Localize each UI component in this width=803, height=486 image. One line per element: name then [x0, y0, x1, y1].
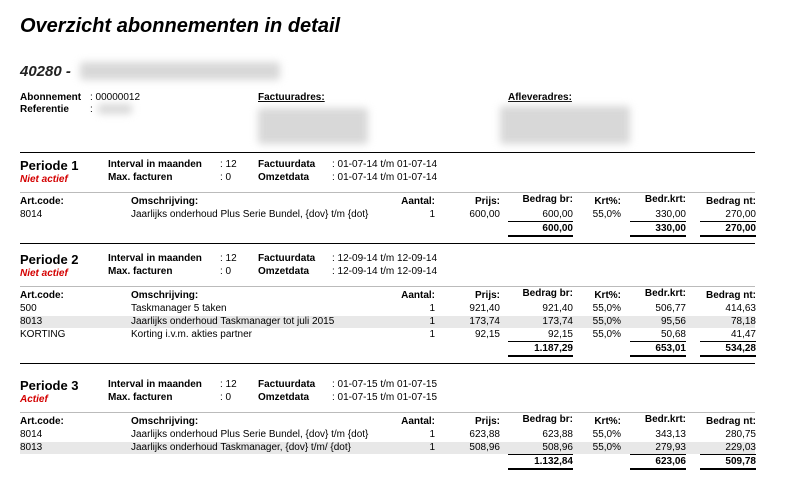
interval-value: : 12 [220, 159, 237, 170]
cell-bedr-krt: 50,68 [660, 329, 686, 340]
cell-prijs: 921,40 [469, 303, 500, 314]
cell-bedrag-nt: 280,75 [725, 429, 756, 440]
cell-bedrag-nt: 414,63 [725, 303, 756, 314]
col-bedrag-br: Bedrag br: [522, 194, 573, 205]
period-title: Periode 1 [20, 158, 79, 173]
total-rule [630, 355, 686, 357]
col-prijs: Prijs: [474, 290, 500, 301]
cell-artcode: KORTING [20, 329, 66, 340]
total-bedrag-nt: 270,00 [725, 223, 756, 234]
cell-aantal: 1 [429, 329, 435, 340]
subtotal-rule [630, 221, 686, 222]
col-artcode: Art.code: [20, 416, 64, 427]
subtotal-rule [700, 221, 756, 222]
total-rule [508, 468, 573, 470]
cell-bedrag-nt: 270,00 [725, 209, 756, 220]
header-divider [20, 152, 755, 153]
cell-bedr-krt: 343,13 [655, 429, 686, 440]
cell-bedr-krt: 330,00 [655, 209, 686, 220]
max-facturen-label: Max. facturen [108, 266, 173, 277]
total-bedrag-br: 1.132,84 [534, 456, 573, 467]
period-subdivider [20, 192, 755, 193]
factuurdata-label: Factuurdata [258, 253, 316, 264]
cell-artcode: 8013 [20, 316, 43, 327]
omzetdata-label: Omzetdata [258, 392, 310, 403]
interval-label: Interval in maanden [108, 159, 202, 170]
period-status: Niet actief [20, 268, 68, 279]
cell-bedr-krt: 95,56 [660, 316, 686, 327]
interval-value: : 12 [220, 253, 237, 264]
cell-aantal: 1 [429, 303, 435, 314]
period-subdivider [20, 286, 755, 287]
omzetdata-value: : 01-07-15 t/m 01-07-15 [332, 392, 438, 403]
interval-value: : 12 [220, 379, 237, 390]
cell-bedr-krt: 506,77 [655, 303, 686, 314]
abonnement-value: : 00000012 [90, 92, 141, 103]
max-facturen-value: : 0 [220, 172, 232, 183]
max-facturen-label: Max. facturen [108, 392, 173, 403]
period-divider [20, 363, 755, 364]
omzetdata-value: : 01-07-14 t/m 01-07-14 [332, 172, 438, 183]
total-rule [508, 355, 573, 357]
factuurdata-value: : 12-09-14 t/m 12-09-14 [332, 253, 438, 264]
cell-bedrag-br: 92,15 [547, 329, 573, 340]
total-rule [700, 468, 756, 470]
cell-prijs: 623,88 [469, 429, 500, 440]
total-bedr-krt: 330,00 [655, 223, 686, 234]
max-facturen-value: : 0 [220, 266, 232, 277]
col-aantal: Aantal: [401, 290, 435, 301]
col-bedrag-br: Bedrag br: [522, 288, 573, 299]
col-artcode: Art.code: [20, 290, 64, 301]
cell-krt-pct: 55,0% [592, 209, 621, 220]
cell-prijs: 173,74 [469, 316, 500, 327]
total-rule [630, 235, 686, 237]
factuurdata-value: : 01-07-15 t/m 01-07-15 [332, 379, 438, 390]
cell-bedrag-nt: 229,03 [725, 442, 756, 453]
col-omschrijving: Omschrijving: [131, 196, 199, 207]
col-aantal: Aantal: [401, 416, 435, 427]
max-facturen-value: : 0 [220, 392, 232, 403]
total-bedrag-br: 1.187,29 [534, 343, 573, 354]
col-omschrijving: Omschrijving: [131, 290, 199, 301]
col-bedr-krt: Bedr.krt: [644, 288, 686, 299]
referentie-label: Referentie [20, 104, 69, 115]
factuurdata-label: Factuurdata [258, 379, 316, 390]
abonnement-label: Abonnement [20, 92, 82, 103]
customer-heading: 40280 - [20, 63, 71, 80]
cell-aantal: 1 [429, 316, 435, 327]
period-status: Actief [20, 394, 48, 405]
redacted-customer-name [80, 62, 280, 80]
cell-artcode: 8014 [20, 429, 43, 440]
period-title: Periode 2 [20, 252, 79, 267]
cell-krt-pct: 55,0% [592, 442, 621, 453]
cell-artcode: 8013 [20, 442, 43, 453]
col-bedr-krt: Bedr.krt: [644, 194, 686, 205]
subtotal-rule [700, 341, 756, 342]
col-bedrag-nt: Bedrag nt: [706, 290, 756, 301]
afleveradres-label: Afleveradres: [508, 92, 572, 103]
col-prijs: Prijs: [474, 416, 500, 427]
cell-omschrijving: Jaarlijks onderhoud Taskmanager tot juli 2015 [131, 316, 335, 327]
cell-krt-pct: 55,0% [592, 303, 621, 314]
cell-krt-pct: 55,0% [592, 429, 621, 440]
col-omschrijving: Omschrijving: [131, 416, 199, 427]
subtotal-rule [508, 454, 573, 455]
cell-aantal: 1 [429, 442, 435, 453]
cell-bedrag-nt: 41,47 [730, 329, 756, 340]
total-rule [508, 235, 573, 237]
max-facturen-label: Max. facturen [108, 172, 173, 183]
cell-krt-pct: 55,0% [592, 329, 621, 340]
cell-aantal: 1 [429, 209, 435, 220]
col-bedrag-nt: Bedrag nt: [706, 416, 756, 427]
cell-prijs: 92,15 [474, 329, 500, 340]
col-aantal: Aantal: [401, 196, 435, 207]
omzetdata-value: : 12-09-14 t/m 12-09-14 [332, 266, 438, 277]
omzetdata-label: Omzetdata [258, 172, 310, 183]
cell-bedr-krt: 279,93 [655, 442, 686, 453]
cell-prijs: 600,00 [469, 209, 500, 220]
col-bedrag-br: Bedrag br: [522, 414, 573, 425]
total-bedr-krt: 653,01 [655, 343, 686, 354]
interval-label: Interval in maanden [108, 379, 202, 390]
cell-bedrag-nt: 78,18 [730, 316, 756, 327]
total-bedrag-br: 600,00 [542, 223, 573, 234]
cell-bedrag-br: 600,00 [542, 209, 573, 220]
subtotal-rule [508, 221, 573, 222]
subtotal-rule [700, 454, 756, 455]
redacted-referentie [98, 104, 132, 114]
col-krt-pct: Krt%: [594, 196, 621, 207]
factuurdata-value: : 01-07-14 t/m 01-07-14 [332, 159, 438, 170]
cell-krt-pct: 55,0% [592, 316, 621, 327]
redacted-factuuradres [258, 108, 368, 144]
cell-bedrag-br: 173,74 [542, 316, 573, 327]
cell-omschrijving: Jaarlijks onderhoud Plus Serie Bundel, {dov} t/m {dot} [131, 429, 369, 440]
col-prijs: Prijs: [474, 196, 500, 207]
total-bedrag-nt: 509,78 [725, 456, 756, 467]
referentie-value: : [90, 104, 93, 115]
col-bedr-krt: Bedr.krt: [644, 414, 686, 425]
col-krt-pct: Krt%: [594, 416, 621, 427]
cell-omschrijving: Jaarlijks onderhoud Plus Serie Bundel, {dov} t/m {dot} [131, 209, 369, 220]
subtotal-rule [508, 341, 573, 342]
total-bedr-krt: 623,06 [655, 456, 686, 467]
period-divider [20, 243, 755, 244]
total-rule [700, 235, 756, 237]
period-subdivider [20, 412, 755, 413]
total-rule [630, 468, 686, 470]
cell-aantal: 1 [429, 429, 435, 440]
cell-omschrijving: Taskmanager 5 taken [131, 303, 227, 314]
redacted-afleveradres [500, 106, 630, 144]
cell-bedrag-br: 623,88 [542, 429, 573, 440]
cell-bedrag-br: 508,96 [542, 442, 573, 453]
period-status: Niet actief [20, 174, 68, 185]
col-krt-pct: Krt%: [594, 290, 621, 301]
interval-label: Interval in maanden [108, 253, 202, 264]
factuurdata-label: Factuurdata [258, 159, 316, 170]
subtotal-rule [630, 454, 686, 455]
cell-bedrag-br: 921,40 [542, 303, 573, 314]
cell-omschrijving: Korting i.v.m. akties partner [131, 329, 252, 340]
subtotal-rule [630, 341, 686, 342]
total-bedrag-nt: 534,28 [725, 343, 756, 354]
col-bedrag-nt: Bedrag nt: [706, 196, 756, 207]
cell-artcode: 500 [20, 303, 37, 314]
cell-artcode: 8014 [20, 209, 43, 220]
page-title: Overzicht abonnementen in detail [20, 15, 341, 37]
period-title: Periode 3 [20, 378, 79, 393]
cell-omschrijving: Jaarlijks onderhoud Taskmanager, {dov} t/m/ {dot} [131, 442, 351, 453]
col-artcode: Art.code: [20, 196, 64, 207]
total-rule [700, 355, 756, 357]
cell-prijs: 508,96 [469, 442, 500, 453]
omzetdata-label: Omzetdata [258, 266, 310, 277]
factuuradres-label: Factuuradres: [258, 92, 325, 103]
